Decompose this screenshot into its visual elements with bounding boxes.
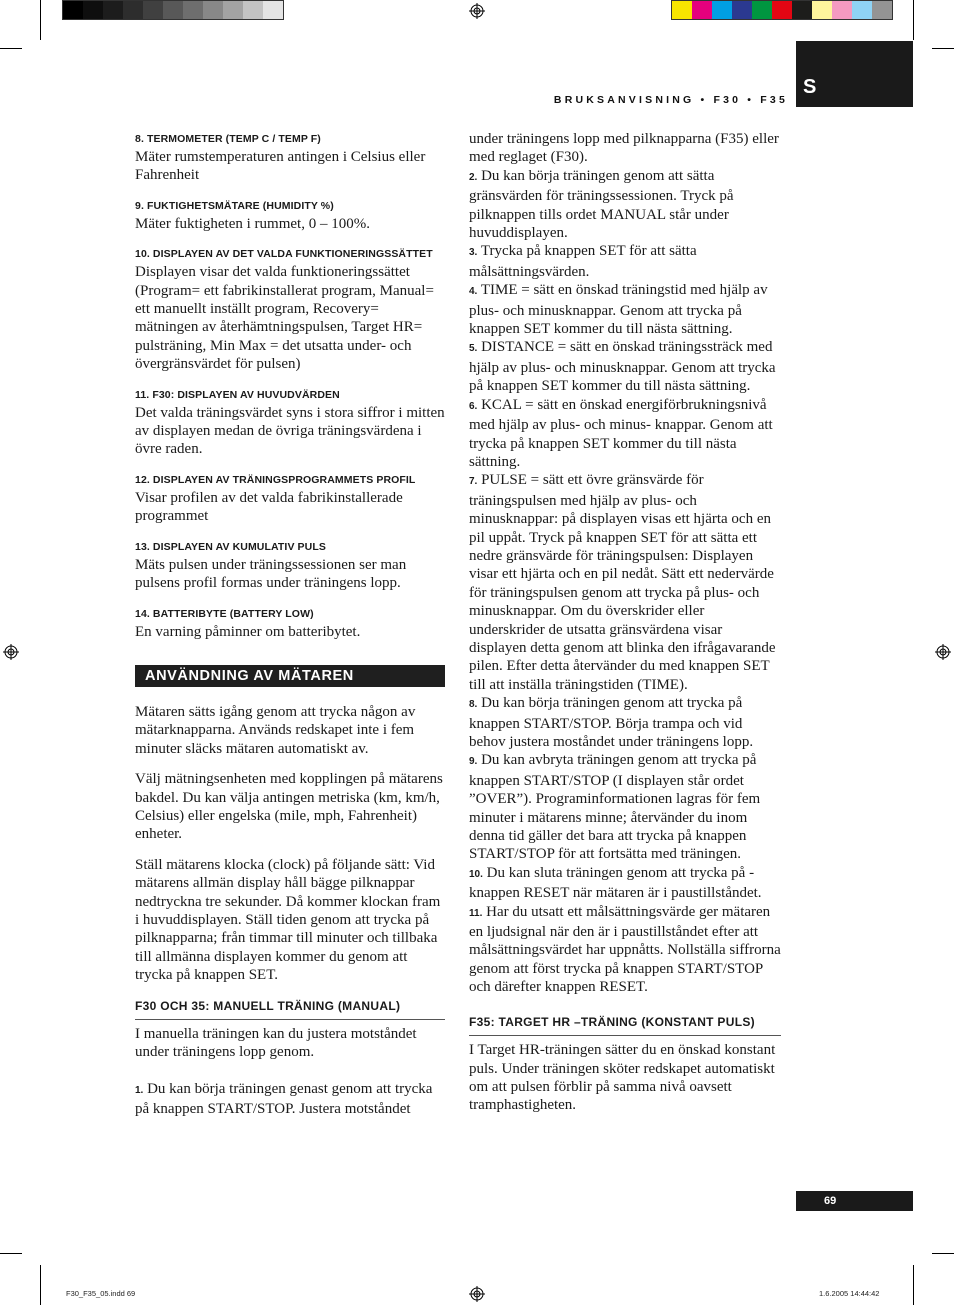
color-swatch bbox=[752, 1, 772, 19]
date-info: 1.6.2005 14:44:42 bbox=[819, 1289, 880, 1298]
step-item bbox=[469, 864, 781, 903]
color-swatch bbox=[83, 1, 103, 19]
color-swatch bbox=[203, 1, 223, 19]
step-number: 11. bbox=[469, 907, 483, 919]
step-number: 6. bbox=[469, 400, 478, 412]
crop-mark bbox=[0, 48, 22, 49]
color-calibration-bar bbox=[671, 0, 893, 20]
section-text: En varning påminner om batteribytet. bbox=[135, 623, 361, 640]
step-text: Du kan avbryta träningen genom att trycka på knappen START/STOP (I displayen står ordet ”OVER”). Programinformationen lagras för fem minuter i mätarens minne; återvänder du inom denna tid gäller det bara att trycka på knappen START/STOP för att fortsätta med träningen. bbox=[469, 752, 761, 863]
section-text: Visar profilen av det valda fabrikinstallerade programmet bbox=[135, 489, 403, 525]
step-item bbox=[469, 751, 781, 863]
color-swatch bbox=[812, 1, 832, 19]
step-list bbox=[469, 167, 781, 997]
step-item bbox=[135, 1080, 445, 1119]
right-column bbox=[469, 130, 781, 1115]
registration-mark-icon bbox=[469, 1286, 485, 1302]
language-tab bbox=[796, 41, 913, 107]
step-text: Du kan sluta träningen genom att trycka på - knappen RESET när mätaren är i paustillståndet. bbox=[469, 864, 762, 902]
section-text: Mäter fuktigheten i rummet, 0 – 100%. bbox=[135, 215, 370, 232]
color-swatch bbox=[103, 1, 123, 19]
color-swatch bbox=[772, 1, 792, 19]
crop-mark bbox=[913, 1265, 914, 1305]
step-number: 8. bbox=[469, 699, 478, 711]
crop-mark bbox=[40, 0, 41, 40]
paragraph: I Target HR-träningen sätter du en önskad konstant puls. Under träningen sköter redskapet automatiskt om att pulsen förblir på samma nivå oavsett tramphastigheten. bbox=[469, 1042, 776, 1114]
section-text: Displayen visar det valda funktioneringssättet (Program= ett fabrikinstallerat program, Manual= ett manuellt inställt program, Recovery= mätningen av återhämtningspulsen, Target HR= pulsträning, Min Max = det utsatta under- och övergränsvärdet för pulsen) bbox=[135, 264, 434, 373]
paragraph: under träningens lopp med pilknapparna (F35) eller med reglaget (F30). bbox=[469, 131, 779, 166]
section-heading: 12. DISPLAYEN AV TRÄNINGSPROGRAMMETS PROFIL bbox=[135, 473, 416, 486]
step-number: 9. bbox=[469, 756, 478, 768]
page-number: 69 bbox=[824, 1195, 837, 1207]
step-item bbox=[469, 396, 781, 472]
section-text: Mäter rumstemperaturen antingen i Celsius eller Fahrenheit bbox=[135, 149, 426, 184]
step-number: 3. bbox=[469, 247, 478, 259]
step-number: 10. bbox=[469, 868, 483, 880]
language-tab-label: S bbox=[803, 76, 817, 98]
registration-mark-icon bbox=[935, 644, 951, 660]
step-item bbox=[469, 694, 781, 751]
paragraph: I manuella träningen kan du justera motståndet under träningens lopp genom. bbox=[135, 1026, 417, 1061]
color-swatch bbox=[183, 1, 203, 19]
color-swatch bbox=[852, 1, 872, 19]
crop-mark bbox=[40, 1265, 41, 1305]
color-swatch bbox=[832, 1, 852, 19]
usage-section-title: ANVÄNDNING AV MÄTAREN bbox=[135, 665, 445, 687]
section-heading: 13. DISPLAYEN AV KUMULATIV PULS bbox=[135, 540, 326, 553]
grey-calibration-bar bbox=[62, 0, 284, 20]
step-number: 5. bbox=[469, 343, 478, 355]
color-swatch bbox=[243, 1, 263, 19]
step-text: Du kan börja träningen genom att trycka på knappen START/STOP. Börja trampa och vid behov justera moståndet under träningens lopp. bbox=[469, 695, 754, 750]
step-number: 2. bbox=[469, 171, 478, 183]
step-text: Trycka på knappen SET för att sätta målsättningsvärden. bbox=[469, 243, 697, 280]
step-text: Du kan börja träningen genom att sätta gränsvärden för träningssessionen. Tryck på pilknappen tills ordet MANUAL står under huvuddisplayen. bbox=[469, 167, 734, 242]
left-column bbox=[135, 130, 445, 1119]
section-text: Mäts pulsen under träningssessionen ser man pulsens profil formas under träningens lopp. bbox=[135, 556, 407, 592]
step-text: Har du utsatt ett målsättningsvärde ger mätaren en ljudsignal när den är i paustillståndet efter att målsättningsvärdet har uppnåtts. Nollställa siffrorna genom att först trycka på knappen START/STOP och därefter knappen RESET. bbox=[469, 903, 781, 996]
step-text: TIME = sätt en önskad träningstid med hjälp av plus- och minusknappar. Genom att trycka på knappen SET kommer du till nästa sättning. bbox=[469, 282, 768, 338]
paragraph: Ställ mätarens klocka (clock) på följande sätt: Vid mätarens allmän display håll bägge pilknappar nedtryckna tre sekunder. Då kommer klockan fram i huvuddisplayen. Ställ tiden genom att trycka på pilknapparna; från timmar till minuter och tillbaka till allmänna displayen kommer du genom att trycka på knappen SET. bbox=[135, 856, 441, 984]
color-swatch bbox=[872, 1, 892, 19]
manual-section-title: F30 OCH 35: MANUELL TRÄNING (MANUAL) bbox=[135, 997, 445, 1020]
color-swatch bbox=[223, 1, 243, 19]
registration-mark-icon bbox=[469, 3, 485, 19]
step-item bbox=[469, 471, 781, 694]
color-swatch bbox=[63, 1, 83, 19]
section-heading: 8. TERMOMETER (TEMP C / TEMP F) bbox=[135, 133, 321, 145]
section-text: Det valda träningsvärdet syns i stora siffror i mitten av displayen medan de övriga träningsvärdena i övre raden. bbox=[135, 404, 445, 458]
crop-mark bbox=[0, 1253, 22, 1254]
section-heading: 9. FUKTIGHETSMÄTARE (HUMIDITY %) bbox=[135, 199, 334, 212]
registration-mark-icon bbox=[3, 644, 19, 660]
color-swatch bbox=[163, 1, 183, 19]
step-item bbox=[469, 281, 781, 338]
color-swatch bbox=[143, 1, 163, 19]
color-swatch bbox=[692, 1, 712, 19]
color-swatch bbox=[263, 1, 283, 19]
color-swatch bbox=[123, 1, 143, 19]
color-swatch bbox=[732, 1, 752, 19]
step-number: 4. bbox=[469, 286, 478, 298]
crop-mark bbox=[913, 0, 914, 40]
section-heading: 14. BATTERIBYTE (BATTERY LOW) bbox=[135, 607, 314, 620]
crop-mark bbox=[932, 48, 954, 49]
page-number-box bbox=[796, 1191, 913, 1211]
step-item bbox=[469, 903, 781, 997]
step-text: KCAL = sätt en önskad energiförbrukningsnivå med hjälp av plus- och minus- knappar. Genom att trycka på knappen SET kommer du till nästa sättning. bbox=[469, 396, 773, 470]
step-text: PULSE = sätt ett övre gränsvärde för träningspulsen med hjälp av plus- och minusknappar: på displayen visas ett hjärta och en pil uppåt. Tryck på knappen SET för att sätta ett nedre gränsvärde för träningspulsen: Displayen visar ett hjärta och en pil nedåt. Sätt ett nedervärde för träningspulsen genom att trycka på plus- och minusknappar. Om du överskrider eller underskrider de utsatta gränsvärdena visar displayen detta genom att blinka den ifrågavarande pilen. Efter detta återvänder du med knappen SET till att inställa träningstiden (TIME). bbox=[469, 472, 776, 693]
step-text: DISTANCE = sätt en önskad träningssträck med hjälp av plus- och minusknappar. Genom att trycka på knappen SET kommer du till nästa sättning. bbox=[469, 339, 776, 395]
file-info: F30_F35_05.indd 69 bbox=[66, 1289, 136, 1298]
paragraph: Mätaren sätts igång genom att trycka någon av mätarknapparna. Används redskapet inte i fem minuter släcks mätaren automatiskt av. bbox=[135, 703, 416, 757]
step-number: 7. bbox=[469, 476, 478, 488]
section-heading: 10. DISPLAYEN AV DET VALDA FUNKTIONERINGSSÄTTET bbox=[135, 248, 433, 261]
paragraph: Välj mätningsenheten med kopplingen på mätarens bakdel. Du kan välja antingen metriska (km, km/h, Celsius) eller engelska (mile, mph, Fahrenheit) enheter. bbox=[135, 771, 443, 843]
running-title: BRUKSANVISNING • F30 • F35 bbox=[553, 94, 788, 106]
step-item bbox=[469, 167, 781, 243]
section-heading: 11. F30: DISPLAYEN AV HUVUDVÄRDEN bbox=[135, 388, 340, 401]
step-number: 1. bbox=[135, 1084, 144, 1096]
crop-mark bbox=[932, 1253, 954, 1254]
step-text: Du kan börja träningen genast genom att trycka på knappen START/STOP. Justera motståndet bbox=[135, 1080, 433, 1118]
color-swatch bbox=[712, 1, 732, 19]
color-swatch bbox=[672, 1, 692, 19]
step-item bbox=[469, 338, 781, 395]
step-item bbox=[469, 242, 781, 281]
color-swatch bbox=[792, 1, 812, 19]
target-section-title: F35: TARGET HR –TRÄNING (KONSTANT PULS) bbox=[469, 1013, 781, 1036]
